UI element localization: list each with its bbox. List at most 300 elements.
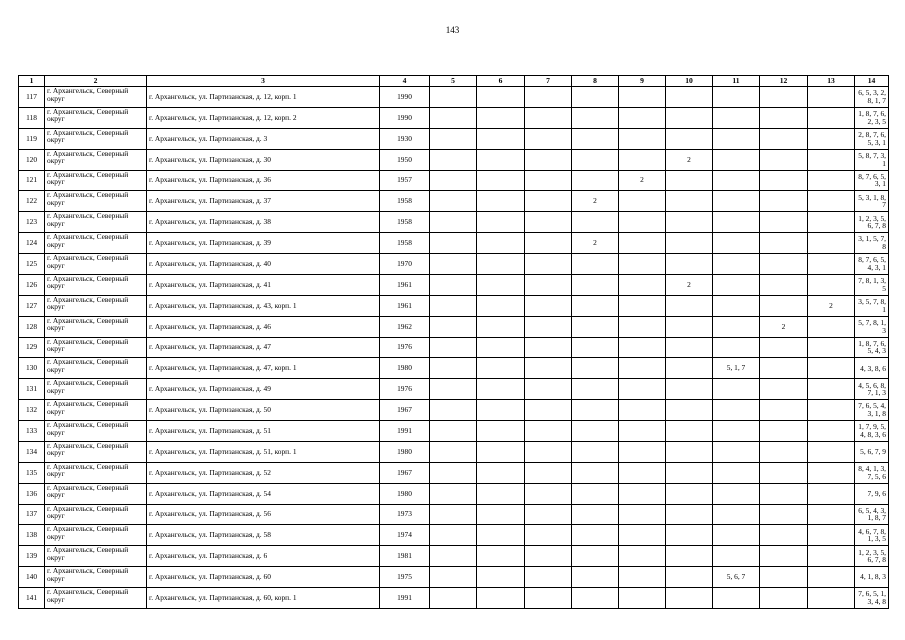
year-cell: 1973	[380, 504, 430, 525]
year-cell: 1981	[380, 546, 430, 567]
col-5-cell	[430, 379, 477, 400]
table-row	[19, 379, 889, 400]
year-cell: 1958	[380, 212, 430, 233]
year-cell: 1961	[380, 295, 430, 316]
col-8-cell	[572, 462, 619, 483]
col-13-cell: 2	[808, 295, 855, 316]
col-7-cell	[525, 212, 572, 233]
table-row	[19, 254, 889, 275]
col-13-cell	[808, 87, 855, 108]
col-8-cell	[572, 525, 619, 546]
col-6-cell	[477, 441, 525, 462]
col-7-cell	[525, 128, 572, 149]
district-cell: г. Архангельск, Северный округ	[45, 504, 147, 525]
col-11-cell	[713, 149, 760, 170]
address-cell: г. Архангельск, ул. Партизанская, д. 3	[147, 128, 380, 149]
district-cell: г. Архангельск, Северный округ	[45, 588, 147, 609]
col-5-cell	[430, 462, 477, 483]
col-10-cell	[666, 254, 713, 275]
col-11-cell	[713, 337, 760, 358]
year-cell: 1974	[380, 525, 430, 546]
district-cell: г. Архангельск, Северный округ	[45, 254, 147, 275]
col-8-cell	[572, 421, 619, 442]
col-12-cell	[760, 274, 808, 295]
row-number: 119	[19, 128, 45, 149]
row-number: 117	[19, 87, 45, 108]
col-12-cell	[760, 358, 808, 379]
column-header-10: 10	[666, 76, 713, 87]
district-cell: г. Архангельск, Северный округ	[45, 358, 147, 379]
col-9-cell	[619, 87, 666, 108]
col-7-cell	[525, 567, 572, 588]
col-8-cell	[572, 295, 619, 316]
year-cell: 1958	[380, 233, 430, 254]
column-header-9: 9	[619, 76, 666, 87]
col-11-cell	[713, 233, 760, 254]
col-13-cell	[808, 233, 855, 254]
col-10-cell	[666, 567, 713, 588]
col-10-cell: 2	[666, 149, 713, 170]
district-cell: г. Архангельск, Северный округ	[45, 128, 147, 149]
col-5-cell	[430, 107, 477, 128]
col-10-cell	[666, 337, 713, 358]
col-5-cell	[430, 567, 477, 588]
col-9-cell	[619, 525, 666, 546]
col-14-cell: 5, 3, 1, 8, 7	[855, 191, 889, 212]
row-number: 133	[19, 421, 45, 442]
col-8-cell: 2	[572, 233, 619, 254]
col-7-cell	[525, 149, 572, 170]
col-6-cell	[477, 400, 525, 421]
col-5-cell	[430, 400, 477, 421]
col-7-cell	[525, 254, 572, 275]
col-9-cell	[619, 233, 666, 254]
col-8-cell	[572, 128, 619, 149]
col-14-cell: 1, 8, 7, 6, 2, 3, 5	[855, 107, 889, 128]
address-cell: г. Архангельск, ул. Партизанская, д. 38	[147, 212, 380, 233]
col-12-cell	[760, 379, 808, 400]
col-9-cell	[619, 337, 666, 358]
col-9-cell	[619, 295, 666, 316]
col-12-cell	[760, 337, 808, 358]
col-13-cell	[808, 567, 855, 588]
col-7-cell	[525, 504, 572, 525]
col-5-cell	[430, 337, 477, 358]
row-number: 138	[19, 525, 45, 546]
address-cell: г. Архангельск, ул. Партизанская, д. 50	[147, 400, 380, 421]
col-8-cell	[572, 400, 619, 421]
district-cell: г. Архангельск, Северный округ	[45, 274, 147, 295]
col-13-cell	[808, 483, 855, 504]
col-11-cell	[713, 295, 760, 316]
col-14-cell: 6, 5, 3, 2, 8, 1, 7	[855, 87, 889, 108]
address-cell: г. Архангельск, ул. Партизанская, д. 54	[147, 483, 380, 504]
col-5-cell	[430, 358, 477, 379]
col-9-cell: 2	[619, 170, 666, 191]
col-6-cell	[477, 212, 525, 233]
year-cell: 1950	[380, 149, 430, 170]
col-8-cell	[572, 87, 619, 108]
year-cell: 1976	[380, 379, 430, 400]
registry-table	[18, 75, 889, 609]
col-8-cell	[572, 504, 619, 525]
district-cell: г. Архангельск, Северный округ	[45, 441, 147, 462]
col-13-cell	[808, 546, 855, 567]
col-10-cell	[666, 191, 713, 212]
year-cell: 1961	[380, 274, 430, 295]
col-9-cell	[619, 379, 666, 400]
col-14-cell: 1, 2, 3, 5, 6, 7, 8	[855, 212, 889, 233]
col-5-cell	[430, 274, 477, 295]
col-6-cell	[477, 462, 525, 483]
col-10-cell	[666, 441, 713, 462]
row-number: 118	[19, 107, 45, 128]
column-header-11: 11	[713, 76, 760, 87]
col-9-cell	[619, 546, 666, 567]
col-9-cell	[619, 191, 666, 212]
col-6-cell	[477, 358, 525, 379]
district-cell: г. Архангельск, Северный округ	[45, 107, 147, 128]
col-14-cell: 7, 6, 5, 4, 3, 1, 8	[855, 400, 889, 421]
col-5-cell	[430, 504, 477, 525]
address-cell: г. Архангельск, ул. Партизанская, д. 39	[147, 233, 380, 254]
col-8-cell	[572, 379, 619, 400]
column-header-3: 3	[147, 76, 380, 87]
col-10-cell	[666, 400, 713, 421]
col-14-cell: 7, 6, 5, 1, 3, 4, 8	[855, 588, 889, 609]
col-13-cell	[808, 107, 855, 128]
table-row	[19, 274, 889, 295]
row-number: 126	[19, 274, 45, 295]
col-9-cell	[619, 400, 666, 421]
col-9-cell	[619, 107, 666, 128]
col-13-cell	[808, 337, 855, 358]
col-5-cell	[430, 212, 477, 233]
col-11-cell	[713, 254, 760, 275]
district-cell: г. Архангельск, Северный округ	[45, 170, 147, 191]
col-10-cell	[666, 525, 713, 546]
table-row	[19, 441, 889, 462]
col-12-cell	[760, 567, 808, 588]
col-12-cell	[760, 254, 808, 275]
col-14-cell: 7, 8, 1, 3, 5	[855, 274, 889, 295]
col-12-cell	[760, 149, 808, 170]
table-row	[19, 504, 889, 525]
col-12-cell	[760, 525, 808, 546]
col-6-cell	[477, 170, 525, 191]
col-7-cell	[525, 87, 572, 108]
col-9-cell	[619, 212, 666, 233]
col-12-cell	[760, 170, 808, 191]
col-14-cell: 4, 5, 6, 8, 7, 1, 3	[855, 379, 889, 400]
col-5-cell	[430, 170, 477, 191]
district-cell: г. Архангельск, Северный округ	[45, 483, 147, 504]
district-cell: г. Архангельск, Северный округ	[45, 379, 147, 400]
col-6-cell	[477, 191, 525, 212]
address-cell: г. Архангельск, ул. Партизанская, д. 51, корп. 1	[147, 441, 380, 462]
col-11-cell	[713, 421, 760, 442]
district-cell: г. Архангельск, Северный округ	[45, 421, 147, 442]
col-13-cell	[808, 316, 855, 337]
district-cell: г. Архангельск, Северный округ	[45, 212, 147, 233]
col-6-cell	[477, 567, 525, 588]
col-13-cell	[808, 441, 855, 462]
col-12-cell	[760, 233, 808, 254]
address-cell: г. Архангельск, ул. Партизанская, д. 56	[147, 504, 380, 525]
col-12-cell	[760, 107, 808, 128]
district-cell: г. Архангельск, Северный округ	[45, 316, 147, 337]
page-number: 143	[445, 25, 460, 35]
col-11-cell	[713, 441, 760, 462]
address-cell: г. Архангельск, ул. Партизанская, д. 6	[147, 546, 380, 567]
row-number: 128	[19, 316, 45, 337]
col-6-cell	[477, 87, 525, 108]
col-6-cell	[477, 233, 525, 254]
row-number: 129	[19, 337, 45, 358]
col-6-cell	[477, 295, 525, 316]
col-12-cell	[760, 462, 808, 483]
col-9-cell	[619, 254, 666, 275]
col-7-cell	[525, 316, 572, 337]
year-cell: 1991	[380, 421, 430, 442]
year-cell: 1957	[380, 170, 430, 191]
col-9-cell	[619, 149, 666, 170]
row-number: 134	[19, 441, 45, 462]
address-cell: г. Архангельск, ул. Партизанская, д. 60	[147, 567, 380, 588]
table-row	[19, 191, 889, 212]
col-7-cell	[525, 546, 572, 567]
col-8-cell	[572, 274, 619, 295]
col-11-cell	[713, 107, 760, 128]
col-14-cell: 4, 6, 7, 8, 1, 3, 5	[855, 525, 889, 546]
col-6-cell	[477, 316, 525, 337]
col-7-cell	[525, 337, 572, 358]
col-8-cell	[572, 546, 619, 567]
address-cell: г. Архангельск, ул. Партизанская, д. 52	[147, 462, 380, 483]
col-7-cell	[525, 358, 572, 379]
district-cell: г. Архангельск, Северный округ	[45, 462, 147, 483]
col-9-cell	[619, 588, 666, 609]
row-number: 123	[19, 212, 45, 233]
col-8-cell	[572, 358, 619, 379]
year-cell: 1962	[380, 316, 430, 337]
col-10-cell	[666, 233, 713, 254]
col-6-cell	[477, 525, 525, 546]
col-11-cell	[713, 87, 760, 108]
col-6-cell	[477, 588, 525, 609]
year-cell: 1967	[380, 400, 430, 421]
address-cell: г. Архангельск, ул. Партизанская, д. 12, корп. 1	[147, 87, 380, 108]
col-13-cell	[808, 149, 855, 170]
district-cell: г. Архангельск, Северный округ	[45, 337, 147, 358]
table-row	[19, 107, 889, 128]
col-5-cell	[430, 588, 477, 609]
col-12-cell	[760, 421, 808, 442]
col-7-cell	[525, 588, 572, 609]
year-cell: 1980	[380, 483, 430, 504]
col-9-cell	[619, 358, 666, 379]
col-12-cell	[760, 295, 808, 316]
address-cell: г. Архангельск, ул. Партизанская, д. 58	[147, 525, 380, 546]
col-13-cell	[808, 588, 855, 609]
district-cell: г. Архангельск, Северный округ	[45, 149, 147, 170]
col-5-cell	[430, 295, 477, 316]
col-11-cell	[713, 483, 760, 504]
col-8-cell	[572, 567, 619, 588]
col-7-cell	[525, 274, 572, 295]
address-cell: г. Архангельск, ул. Партизанская, д. 51	[147, 421, 380, 442]
district-cell: г. Архангельск, Северный округ	[45, 546, 147, 567]
address-cell: г. Архангельск, ул. Партизанская, д. 40	[147, 254, 380, 275]
col-7-cell	[525, 400, 572, 421]
column-header-4: 4	[380, 76, 430, 87]
col-7-cell	[525, 441, 572, 462]
table-row	[19, 588, 889, 609]
col-10-cell	[666, 87, 713, 108]
col-11-cell	[713, 504, 760, 525]
row-number: 136	[19, 483, 45, 504]
col-6-cell	[477, 421, 525, 442]
col-6-cell	[477, 128, 525, 149]
col-14-cell: 2, 8, 7, 6, 5, 3, 1	[855, 128, 889, 149]
row-number: 139	[19, 546, 45, 567]
table-row	[19, 483, 889, 504]
row-number: 135	[19, 462, 45, 483]
col-9-cell	[619, 441, 666, 462]
table-row	[19, 295, 889, 316]
col-5-cell	[430, 191, 477, 212]
col-11-cell: 5, 1, 7	[713, 358, 760, 379]
row-number: 137	[19, 504, 45, 525]
col-10-cell	[666, 462, 713, 483]
table-header	[19, 76, 889, 87]
row-number: 120	[19, 149, 45, 170]
col-13-cell	[808, 358, 855, 379]
col-11-cell	[713, 316, 760, 337]
col-10-cell	[666, 170, 713, 191]
col-9-cell	[619, 504, 666, 525]
col-9-cell	[619, 316, 666, 337]
col-13-cell	[808, 525, 855, 546]
district-cell: г. Архангельск, Северный округ	[45, 567, 147, 588]
col-10-cell	[666, 421, 713, 442]
col-8-cell	[572, 212, 619, 233]
col-5-cell	[430, 233, 477, 254]
col-8-cell	[572, 254, 619, 275]
year-cell: 1980	[380, 441, 430, 462]
col-10-cell	[666, 358, 713, 379]
col-12-cell	[760, 212, 808, 233]
row-number: 132	[19, 400, 45, 421]
col-11-cell: 5, 6, 7	[713, 567, 760, 588]
address-cell: г. Архангельск, ул. Партизанская, д. 46	[147, 316, 380, 337]
column-header-5: 5	[430, 76, 477, 87]
col-13-cell	[808, 128, 855, 149]
col-14-cell: 6, 5, 4, 3, 1, 8, 7	[855, 504, 889, 525]
col-8-cell: 2	[572, 191, 619, 212]
col-7-cell	[525, 462, 572, 483]
col-10-cell	[666, 212, 713, 233]
col-5-cell	[430, 254, 477, 275]
col-10-cell	[666, 128, 713, 149]
col-5-cell	[430, 441, 477, 462]
col-10-cell	[666, 504, 713, 525]
col-9-cell	[619, 274, 666, 295]
year-cell: 1967	[380, 462, 430, 483]
table-row	[19, 87, 889, 108]
district-cell: г. Архангельск, Северный округ	[45, 87, 147, 108]
address-cell: г. Архангельск, ул. Партизанская, д. 30	[147, 149, 380, 170]
col-7-cell	[525, 421, 572, 442]
column-header-8: 8	[572, 76, 619, 87]
table-row	[19, 233, 889, 254]
address-cell: г. Архангельск, ул. Партизанская, д. 60, корп. 1	[147, 588, 380, 609]
table-row	[19, 567, 889, 588]
col-14-cell: 7, 9, 6	[855, 483, 889, 504]
address-cell: г. Архангельск, ул. Партизанская, д. 36	[147, 170, 380, 191]
year-cell: 1958	[380, 191, 430, 212]
year-cell: 1991	[380, 588, 430, 609]
col-12-cell	[760, 546, 808, 567]
table-row	[19, 358, 889, 379]
col-12-cell	[760, 504, 808, 525]
district-cell: г. Архангельск, Северный округ	[45, 525, 147, 546]
district-cell: г. Архангельск, Северный округ	[45, 191, 147, 212]
col-14-cell: 5, 6, 7, 9	[855, 441, 889, 462]
address-cell: г. Архангельск, ул. Партизанская, д. 37	[147, 191, 380, 212]
col-14-cell: 8, 4, 1, 3, 7, 5, 6	[855, 462, 889, 483]
row-number: 130	[19, 358, 45, 379]
col-6-cell	[477, 107, 525, 128]
col-6-cell	[477, 274, 525, 295]
col-13-cell	[808, 379, 855, 400]
col-8-cell	[572, 316, 619, 337]
col-10-cell	[666, 483, 713, 504]
col-14-cell: 4, 3, 8, 6	[855, 358, 889, 379]
col-14-cell: 5, 7, 8, 1, 3	[855, 316, 889, 337]
table-row	[19, 546, 889, 567]
year-cell: 1990	[380, 87, 430, 108]
row-number: 125	[19, 254, 45, 275]
year-cell: 1976	[380, 337, 430, 358]
year-cell: 1975	[380, 567, 430, 588]
header-row	[19, 76, 889, 87]
column-header-6: 6	[477, 76, 525, 87]
col-13-cell	[808, 254, 855, 275]
col-12-cell	[760, 87, 808, 108]
year-cell: 1980	[380, 358, 430, 379]
col-11-cell	[713, 128, 760, 149]
row-number: 122	[19, 191, 45, 212]
col-8-cell	[572, 337, 619, 358]
col-12-cell	[760, 483, 808, 504]
col-5-cell	[430, 525, 477, 546]
col-6-cell	[477, 254, 525, 275]
address-cell: г. Архангельск, ул. Партизанская, д. 43, корп. 1	[147, 295, 380, 316]
col-6-cell	[477, 337, 525, 358]
col-8-cell	[572, 170, 619, 191]
table-row	[19, 170, 889, 191]
year-cell: 1990	[380, 107, 430, 128]
col-13-cell	[808, 212, 855, 233]
col-5-cell	[430, 546, 477, 567]
col-9-cell	[619, 567, 666, 588]
col-11-cell	[713, 191, 760, 212]
table-row	[19, 212, 889, 233]
col-11-cell	[713, 212, 760, 233]
col-8-cell	[572, 588, 619, 609]
col-12-cell	[760, 128, 808, 149]
